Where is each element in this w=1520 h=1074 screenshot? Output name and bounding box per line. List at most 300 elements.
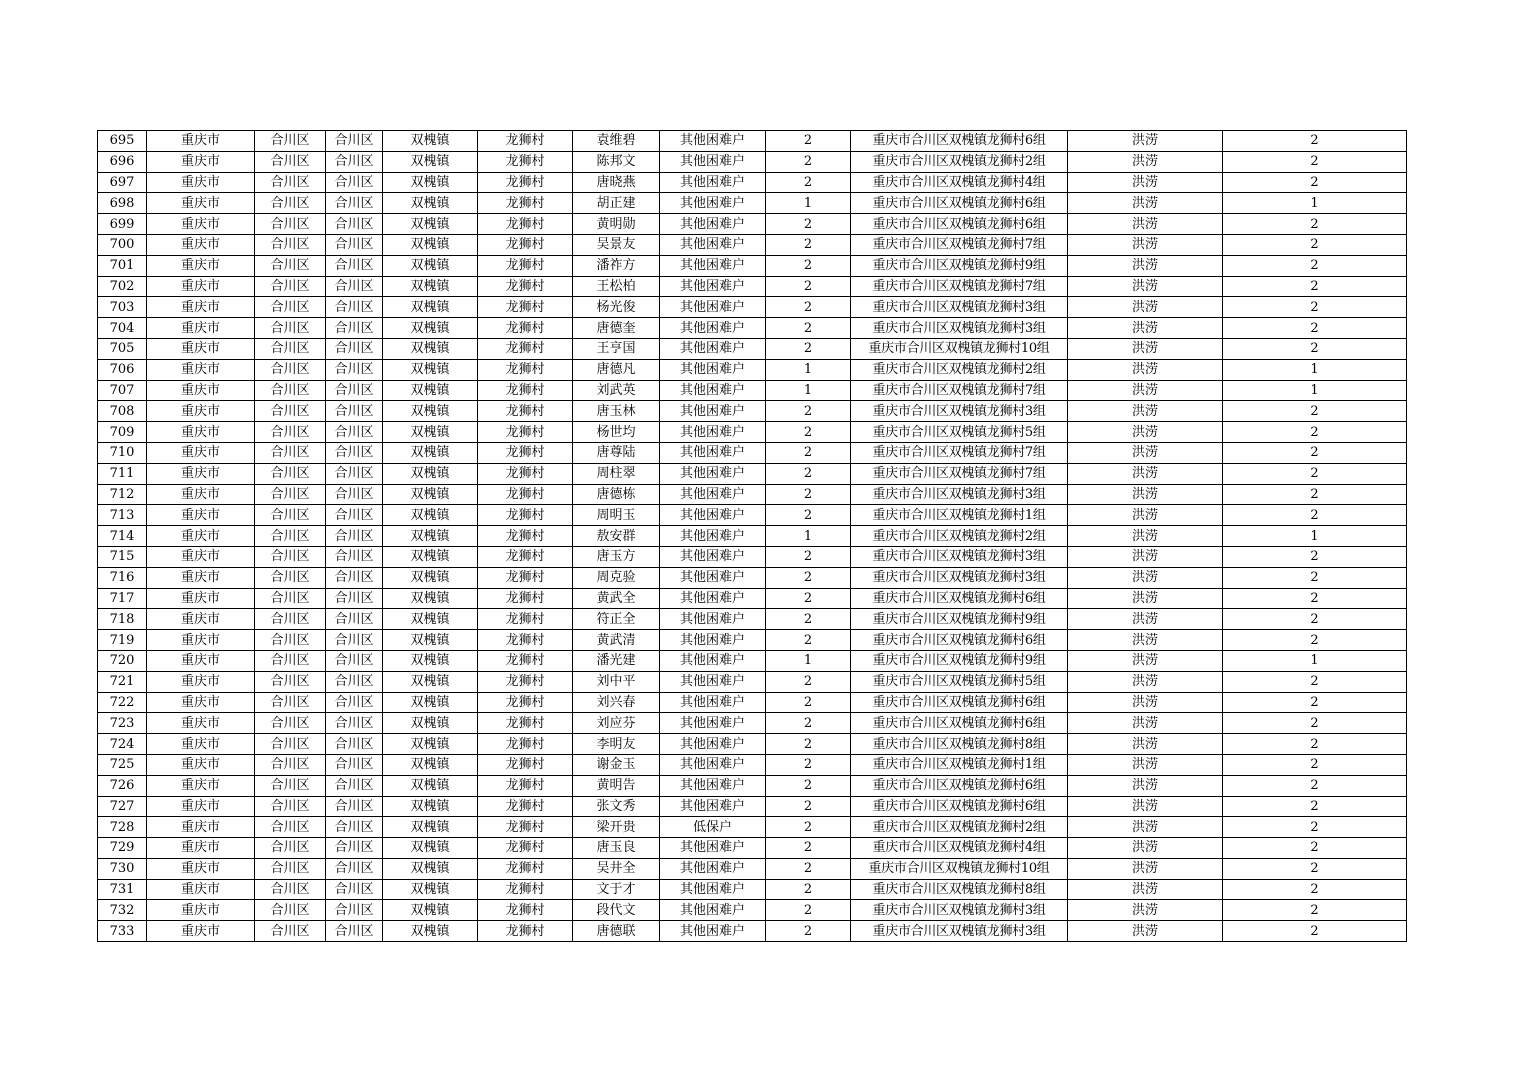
cell-disaster: 洪涝	[1068, 276, 1223, 297]
cell-city: 重庆市	[147, 692, 255, 713]
cell-district: 合川区	[255, 546, 326, 567]
cell-index: 705	[98, 338, 147, 359]
cell-index: 714	[98, 526, 147, 547]
cell-county: 合川区	[326, 879, 383, 900]
cell-address: 重庆市合川区双槐镇龙狮村6组	[851, 775, 1068, 796]
cell-city: 重庆市	[147, 546, 255, 567]
table-row	[98, 297, 1407, 318]
cell-count: 2	[766, 713, 851, 734]
cell-district: 合川区	[255, 630, 326, 651]
cell-town: 双槐镇	[383, 692, 478, 713]
cell-index: 701	[98, 255, 147, 276]
cell-town: 双槐镇	[383, 255, 478, 276]
cell-town: 双槐镇	[383, 754, 478, 775]
cell-disaster: 洪涝	[1068, 754, 1223, 775]
cell-address: 重庆市合川区双槐镇龙狮村4组	[851, 838, 1068, 859]
table-row	[98, 380, 1407, 401]
cell-household-type: 其他困难户	[660, 318, 766, 339]
cell-quantity: 2	[1223, 484, 1407, 505]
cell-city: 重庆市	[147, 172, 255, 193]
cell-village: 龙狮村	[478, 297, 573, 318]
cell-town: 双槐镇	[383, 318, 478, 339]
cell-county: 合川区	[326, 588, 383, 609]
cell-address: 重庆市合川区双槐镇龙狮村3组	[851, 297, 1068, 318]
cell-county: 合川区	[326, 193, 383, 214]
cell-city: 重庆市	[147, 297, 255, 318]
cell-name: 唐德栋	[573, 484, 660, 505]
cell-count: 1	[766, 193, 851, 214]
cell-city: 重庆市	[147, 754, 255, 775]
cell-town: 双槐镇	[383, 630, 478, 651]
cell-disaster: 洪涝	[1068, 567, 1223, 588]
cell-count: 2	[766, 630, 851, 651]
cell-quantity: 2	[1223, 318, 1407, 339]
cell-count: 2	[766, 546, 851, 567]
cell-household-type: 其他困难户	[660, 505, 766, 526]
cell-disaster: 洪涝	[1068, 297, 1223, 318]
cell-village: 龙狮村	[478, 234, 573, 255]
cell-index: 729	[98, 838, 147, 859]
cell-village: 龙狮村	[478, 131, 573, 152]
cell-city: 重庆市	[147, 775, 255, 796]
cell-quantity: 2	[1223, 276, 1407, 297]
table-row	[98, 338, 1407, 359]
cell-city: 重庆市	[147, 796, 255, 817]
cell-town: 双槐镇	[383, 276, 478, 297]
cell-village: 龙狮村	[478, 255, 573, 276]
cell-district: 合川区	[255, 359, 326, 380]
cell-name: 段代文	[573, 900, 660, 921]
cell-district: 合川区	[255, 567, 326, 588]
cell-county: 合川区	[326, 214, 383, 235]
cell-index: 718	[98, 609, 147, 630]
cell-household-type: 其他困难户	[660, 838, 766, 859]
cell-address: 重庆市合川区双槐镇龙狮村7组	[851, 442, 1068, 463]
cell-name: 黄明勋	[573, 214, 660, 235]
cell-district: 合川区	[255, 754, 326, 775]
cell-quantity: 2	[1223, 900, 1407, 921]
cell-district: 合川区	[255, 775, 326, 796]
cell-address: 重庆市合川区双槐镇龙狮村4组	[851, 172, 1068, 193]
cell-village: 龙狮村	[478, 567, 573, 588]
cell-household-type: 其他困难户	[660, 588, 766, 609]
table-row	[98, 817, 1407, 838]
cell-village: 龙狮村	[478, 463, 573, 484]
cell-village: 龙狮村	[478, 588, 573, 609]
table-row	[98, 838, 1407, 859]
cell-county: 合川区	[326, 172, 383, 193]
cell-town: 双槐镇	[383, 588, 478, 609]
cell-village: 龙狮村	[478, 630, 573, 651]
cell-disaster: 洪涝	[1068, 546, 1223, 567]
cell-district: 合川区	[255, 526, 326, 547]
cell-name: 周柱翠	[573, 463, 660, 484]
cell-address: 重庆市合川区双槐镇龙狮村6组	[851, 713, 1068, 734]
cell-disaster: 洪涝	[1068, 318, 1223, 339]
cell-name: 王亨国	[573, 338, 660, 359]
cell-address: 重庆市合川区双槐镇龙狮村6组	[851, 692, 1068, 713]
cell-household-type: 其他困难户	[660, 900, 766, 921]
cell-district: 合川区	[255, 734, 326, 755]
cell-name: 敖安群	[573, 526, 660, 547]
cell-household-type: 其他困难户	[660, 858, 766, 879]
cell-city: 重庆市	[147, 463, 255, 484]
cell-count: 2	[766, 276, 851, 297]
cell-town: 双槐镇	[383, 650, 478, 671]
cell-disaster: 洪涝	[1068, 713, 1223, 734]
table-row	[98, 692, 1407, 713]
cell-name: 刘中平	[573, 671, 660, 692]
cell-index: 733	[98, 921, 147, 942]
cell-household-type: 其他困难户	[660, 193, 766, 214]
cell-town: 双槐镇	[383, 484, 478, 505]
cell-district: 合川区	[255, 255, 326, 276]
cell-address: 重庆市合川区双槐镇龙狮村2组	[851, 151, 1068, 172]
cell-index: 697	[98, 172, 147, 193]
cell-county: 合川区	[326, 255, 383, 276]
cell-address: 重庆市合川区双槐镇龙狮村8组	[851, 879, 1068, 900]
cell-household-type: 其他困难户	[660, 692, 766, 713]
cell-count: 2	[766, 817, 851, 838]
cell-town: 双槐镇	[383, 193, 478, 214]
cell-index: 719	[98, 630, 147, 651]
cell-disaster: 洪涝	[1068, 692, 1223, 713]
cell-name: 吴景友	[573, 234, 660, 255]
cell-county: 合川区	[326, 609, 383, 630]
table-row	[98, 588, 1407, 609]
cell-index: 715	[98, 546, 147, 567]
cell-city: 重庆市	[147, 567, 255, 588]
cell-name: 黄武清	[573, 630, 660, 651]
cell-index: 728	[98, 817, 147, 838]
table-row	[98, 422, 1407, 443]
cell-district: 合川区	[255, 401, 326, 422]
cell-city: 重庆市	[147, 359, 255, 380]
cell-count: 2	[766, 796, 851, 817]
cell-quantity: 2	[1223, 422, 1407, 443]
table-row	[98, 775, 1407, 796]
cell-household-type: 其他困难户	[660, 879, 766, 900]
cell-village: 龙狮村	[478, 401, 573, 422]
cell-county: 合川区	[326, 921, 383, 942]
cell-count: 2	[766, 921, 851, 942]
table-row	[98, 505, 1407, 526]
cell-disaster: 洪涝	[1068, 131, 1223, 152]
cell-disaster: 洪涝	[1068, 255, 1223, 276]
cell-district: 合川区	[255, 422, 326, 443]
cell-village: 龙狮村	[478, 775, 573, 796]
cell-village: 龙狮村	[478, 858, 573, 879]
cell-district: 合川区	[255, 234, 326, 255]
cell-district: 合川区	[255, 588, 326, 609]
cell-city: 重庆市	[147, 151, 255, 172]
cell-count: 2	[766, 754, 851, 775]
cell-quantity: 2	[1223, 297, 1407, 318]
cell-disaster: 洪涝	[1068, 858, 1223, 879]
cell-disaster: 洪涝	[1068, 900, 1223, 921]
cell-index: 709	[98, 422, 147, 443]
cell-address: 重庆市合川区双槐镇龙狮村2组	[851, 359, 1068, 380]
cell-quantity: 2	[1223, 838, 1407, 859]
cell-county: 合川区	[326, 463, 383, 484]
cell-disaster: 洪涝	[1068, 422, 1223, 443]
cell-quantity: 2	[1223, 151, 1407, 172]
cell-village: 龙狮村	[478, 671, 573, 692]
cell-village: 龙狮村	[478, 151, 573, 172]
cell-county: 合川区	[326, 276, 383, 297]
cell-disaster: 洪涝	[1068, 359, 1223, 380]
cell-index: 727	[98, 796, 147, 817]
cell-index: 717	[98, 588, 147, 609]
cell-name: 唐玉方	[573, 546, 660, 567]
cell-index: 722	[98, 692, 147, 713]
cell-city: 重庆市	[147, 588, 255, 609]
cell-quantity: 2	[1223, 505, 1407, 526]
cell-district: 合川区	[255, 484, 326, 505]
cell-name: 唐玉良	[573, 838, 660, 859]
cell-quantity: 1	[1223, 380, 1407, 401]
cell-city: 重庆市	[147, 734, 255, 755]
cell-disaster: 洪涝	[1068, 630, 1223, 651]
cell-village: 龙狮村	[478, 442, 573, 463]
table-row	[98, 151, 1407, 172]
cell-quantity: 2	[1223, 630, 1407, 651]
cell-address: 重庆市合川区双槐镇龙狮村6组	[851, 796, 1068, 817]
table-row	[98, 276, 1407, 297]
cell-district: 合川区	[255, 921, 326, 942]
cell-index: 703	[98, 297, 147, 318]
cell-disaster: 洪涝	[1068, 442, 1223, 463]
cell-household-type: 其他困难户	[660, 671, 766, 692]
cell-town: 双槐镇	[383, 734, 478, 755]
cell-name: 杨世均	[573, 422, 660, 443]
cell-name: 周明玉	[573, 505, 660, 526]
cell-disaster: 洪涝	[1068, 172, 1223, 193]
cell-name: 王松柏	[573, 276, 660, 297]
cell-address: 重庆市合川区双槐镇龙狮村6组	[851, 214, 1068, 235]
cell-village: 龙狮村	[478, 359, 573, 380]
table-row	[98, 754, 1407, 775]
cell-name: 吴井全	[573, 858, 660, 879]
table-row	[98, 671, 1407, 692]
cell-address: 重庆市合川区双槐镇龙狮村9组	[851, 609, 1068, 630]
cell-count: 2	[766, 879, 851, 900]
cell-name: 唐尊陆	[573, 442, 660, 463]
cell-quantity: 2	[1223, 255, 1407, 276]
cell-district: 合川区	[255, 713, 326, 734]
cell-name: 刘武英	[573, 380, 660, 401]
cell-index: 726	[98, 775, 147, 796]
cell-town: 双槐镇	[383, 796, 478, 817]
cell-name: 杨光俊	[573, 297, 660, 318]
cell-index: 695	[98, 131, 147, 152]
cell-district: 合川区	[255, 858, 326, 879]
cell-address: 重庆市合川区双槐镇龙狮村6组	[851, 588, 1068, 609]
cell-town: 双槐镇	[383, 775, 478, 796]
cell-quantity: 2	[1223, 463, 1407, 484]
cell-disaster: 洪涝	[1068, 234, 1223, 255]
cell-county: 合川区	[326, 817, 383, 838]
cell-index: 698	[98, 193, 147, 214]
cell-county: 合川区	[326, 297, 383, 318]
cell-county: 合川区	[326, 754, 383, 775]
cell-county: 合川区	[326, 567, 383, 588]
cell-town: 双槐镇	[383, 567, 478, 588]
cell-town: 双槐镇	[383, 546, 478, 567]
cell-town: 双槐镇	[383, 858, 478, 879]
cell-disaster: 洪涝	[1068, 775, 1223, 796]
cell-quantity: 2	[1223, 234, 1407, 255]
cell-count: 2	[766, 858, 851, 879]
cell-index: 720	[98, 650, 147, 671]
cell-town: 双槐镇	[383, 526, 478, 547]
cell-quantity: 2	[1223, 879, 1407, 900]
cell-city: 重庆市	[147, 318, 255, 339]
cell-name: 胡正建	[573, 193, 660, 214]
cell-disaster: 洪涝	[1068, 401, 1223, 422]
cell-address: 重庆市合川区双槐镇龙狮村6组	[851, 630, 1068, 651]
cell-household-type: 其他困难户	[660, 276, 766, 297]
cell-disaster: 洪涝	[1068, 734, 1223, 755]
cell-city: 重庆市	[147, 380, 255, 401]
cell-count: 2	[766, 318, 851, 339]
cell-count: 1	[766, 526, 851, 547]
cell-city: 重庆市	[147, 442, 255, 463]
cell-village: 龙狮村	[478, 796, 573, 817]
cell-village: 龙狮村	[478, 817, 573, 838]
cell-village: 龙狮村	[478, 380, 573, 401]
cell-address: 重庆市合川区双槐镇龙狮村5组	[851, 422, 1068, 443]
cell-index: 696	[98, 151, 147, 172]
cell-count: 1	[766, 359, 851, 380]
cell-town: 双槐镇	[383, 817, 478, 838]
cell-disaster: 洪涝	[1068, 817, 1223, 838]
cell-count: 2	[766, 463, 851, 484]
cell-village: 龙狮村	[478, 921, 573, 942]
cell-city: 重庆市	[147, 671, 255, 692]
table-body	[98, 131, 1407, 942]
table-row	[98, 131, 1407, 152]
cell-city: 重庆市	[147, 401, 255, 422]
cell-index: 716	[98, 567, 147, 588]
cell-town: 双槐镇	[383, 900, 478, 921]
cell-town: 双槐镇	[383, 838, 478, 859]
cell-name: 唐德奎	[573, 318, 660, 339]
cell-village: 龙狮村	[478, 422, 573, 443]
cell-county: 合川区	[326, 318, 383, 339]
cell-village: 龙狮村	[478, 734, 573, 755]
cell-index: 721	[98, 671, 147, 692]
cell-quantity: 1	[1223, 193, 1407, 214]
cell-household-type: 其他困难户	[660, 442, 766, 463]
cell-disaster: 洪涝	[1068, 526, 1223, 547]
cell-district: 合川区	[255, 817, 326, 838]
cell-name: 刘应芬	[573, 713, 660, 734]
cell-household-type: 其他困难户	[660, 463, 766, 484]
cell-name: 潘光建	[573, 650, 660, 671]
cell-county: 合川区	[326, 359, 383, 380]
cell-household-type: 其他困难户	[660, 775, 766, 796]
table-row	[98, 401, 1407, 422]
cell-county: 合川区	[326, 380, 383, 401]
cell-disaster: 洪涝	[1068, 588, 1223, 609]
cell-disaster: 洪涝	[1068, 338, 1223, 359]
cell-town: 双槐镇	[383, 422, 478, 443]
cell-count: 2	[766, 131, 851, 152]
cell-city: 重庆市	[147, 879, 255, 900]
cell-count: 2	[766, 484, 851, 505]
cell-town: 双槐镇	[383, 338, 478, 359]
table-row	[98, 879, 1407, 900]
cell-index: 730	[98, 858, 147, 879]
cell-quantity: 2	[1223, 131, 1407, 152]
cell-quantity: 2	[1223, 775, 1407, 796]
cell-quantity: 2	[1223, 609, 1407, 630]
cell-quantity: 2	[1223, 796, 1407, 817]
cell-district: 合川区	[255, 879, 326, 900]
cell-address: 重庆市合川区双槐镇龙狮村7组	[851, 276, 1068, 297]
cell-city: 重庆市	[147, 338, 255, 359]
table-row	[98, 921, 1407, 942]
cell-town: 双槐镇	[383, 671, 478, 692]
cell-address: 重庆市合川区双槐镇龙狮村7组	[851, 463, 1068, 484]
cell-district: 合川区	[255, 131, 326, 152]
cell-household-type: 其他困难户	[660, 359, 766, 380]
cell-index: 713	[98, 505, 147, 526]
cell-name: 谢金玉	[573, 754, 660, 775]
cell-county: 合川区	[326, 734, 383, 755]
cell-village: 龙狮村	[478, 900, 573, 921]
cell-name: 潘祚方	[573, 255, 660, 276]
cell-city: 重庆市	[147, 484, 255, 505]
cell-town: 双槐镇	[383, 380, 478, 401]
cell-index: 702	[98, 276, 147, 297]
cell-disaster: 洪涝	[1068, 463, 1223, 484]
cell-district: 合川区	[255, 380, 326, 401]
cell-village: 龙狮村	[478, 879, 573, 900]
table-row	[98, 900, 1407, 921]
cell-household-type: 其他困难户	[660, 297, 766, 318]
cell-town: 双槐镇	[383, 879, 478, 900]
cell-city: 重庆市	[147, 817, 255, 838]
cell-disaster: 洪涝	[1068, 151, 1223, 172]
cell-city: 重庆市	[147, 255, 255, 276]
cell-household-type: 其他困难户	[660, 151, 766, 172]
cell-city: 重庆市	[147, 921, 255, 942]
cell-household-type: 其他困难户	[660, 713, 766, 734]
cell-address: 重庆市合川区双槐镇龙狮村6组	[851, 193, 1068, 214]
cell-district: 合川区	[255, 276, 326, 297]
cell-address: 重庆市合川区双槐镇龙狮村3组	[851, 900, 1068, 921]
cell-index: 725	[98, 754, 147, 775]
cell-address: 重庆市合川区双槐镇龙狮村3组	[851, 921, 1068, 942]
cell-quantity: 1	[1223, 526, 1407, 547]
cell-quantity: 2	[1223, 546, 1407, 567]
cell-city: 重庆市	[147, 713, 255, 734]
cell-index: 724	[98, 734, 147, 755]
cell-disaster: 洪涝	[1068, 671, 1223, 692]
cell-quantity: 2	[1223, 567, 1407, 588]
table-row	[98, 567, 1407, 588]
cell-village: 龙狮村	[478, 193, 573, 214]
cell-count: 2	[766, 734, 851, 755]
cell-town: 双槐镇	[383, 463, 478, 484]
cell-name: 唐晓燕	[573, 172, 660, 193]
cell-address: 重庆市合川区双槐镇龙狮村9组	[851, 650, 1068, 671]
cell-disaster: 洪涝	[1068, 609, 1223, 630]
cell-household-type: 其他困难户	[660, 754, 766, 775]
cell-quantity: 2	[1223, 734, 1407, 755]
